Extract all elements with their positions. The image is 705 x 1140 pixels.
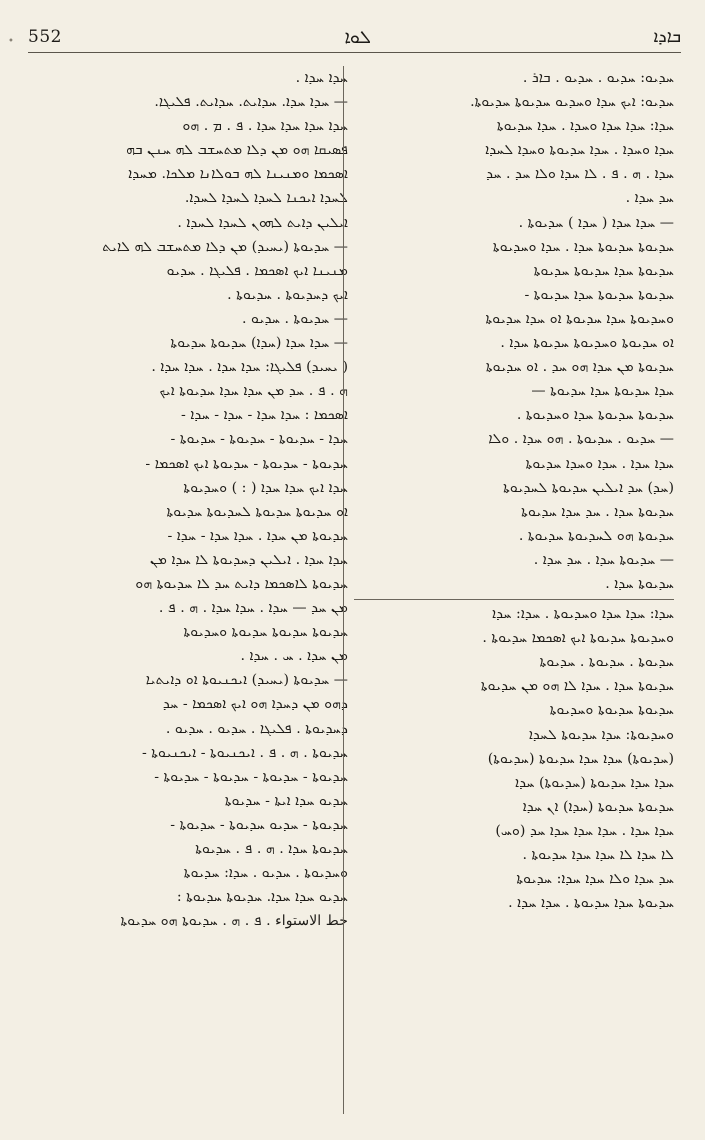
text-line: ܚܕܐ ܚܕܐ ܚܕܐ ܚܕܐ . ܦ . ܡ . ܗܘ (182, 118, 348, 135)
text-line: ܚܕܝܘܬܐ - ܚܕܝܘ ܚܕܝܘܬܐ - ܚܕܝܘܬܐ - (170, 816, 348, 833)
text-line: ( ܝܚܝܕ) ܦܠܝܓܐ: ܚܕܐ ܚܕܐ . ܚܕܐ ܚܕܐ . (151, 359, 348, 376)
text-line: — ܚܕܐ ܚܕܐ (ܚܕܐ) ܚܕܝܘܬܐ ܚܕܝܘܬܐ (170, 335, 348, 352)
text-line: ܚܕܐ ܐܝܟ ܚܕܐ ܚܕܐ ( : ) ܘܚܕܝܘܬܐ (183, 479, 348, 496)
text-line: ܚܕܝܘܬܐ ܗܘ ܠܚܕܝܘܬܐ ܚܕܝܘܬܐ . (518, 527, 674, 544)
page-number: 552 (28, 27, 62, 47)
text-line: ܘܚܕܝܘܬܐ ܚܕܐ ܚܕܝܘܬܐ ܐܘ ܚܕܐ ܚܕܝܘܬܐ (485, 310, 674, 327)
text-line: ܘܚܕܝܘܬܐ . ܚܕܝܘ . ܚܕܐ: ܚܕܝܘܬܐ (183, 865, 348, 882)
text-line: ܚܕܐ: ܚܕܐ ܚܕܐ ܘܚܕܝܘܬܐ . ܚܕܐ: ܚܕܐ (492, 606, 674, 623)
text-line: ܚܕܝܘܬܐ ܚܕܝܘܬܐ ܚܕܝܘܬܐ ܘܚܕܝܘܬܐ (183, 624, 348, 641)
text-line: ܡܢ ܚܕܐ . ܚ . ܚܕܐ . (240, 648, 348, 665)
text-line: ܡܢ ܚܕ — ܚܕܐ . ܚܕܐ ܚܕܐ . ܗ . ܦ . (158, 600, 348, 617)
text-line: ܚܕܝܘܬܐ . ܚܕܝܘܬܐ . ܚܕܝܘܬܐ (539, 654, 674, 671)
text-line: — ܚܕܝܘ . ܚܕܝܘܬܐ . ܗܘ ܚܕܐ . ܘܠܐ (488, 431, 674, 448)
text-line: ܚܕܐ ܚܕܐ . ܐܝܠܝܢ ܕܚܕܝܘܬܐ ܠܐ ܚܕܐ ܡܢ (150, 551, 348, 568)
header-center-word: ܠܘܐ (344, 26, 372, 48)
text-line: ܚܕܐ ܚܕܐ . (295, 70, 348, 86)
text-line: ܚܕܐ - ܚܕܝܘܬܐ - ܚܕܝܘܬܐ - ܚܕܝܘܬܐ - (170, 431, 348, 448)
text-line: ܐܝܠܝܢ ܕܐܝܬ ܠܗܘܢ ܠܚܕܐ ܠܚܕܐ . (177, 214, 348, 231)
text-line: ܐܝܟ ܕܚܕܝܘܬܐ . ܚܕܝܘܬܐ . (227, 286, 348, 303)
running-head: ܒܐܕܐ (653, 27, 681, 47)
text-line: ܚܕܝܘܬܐ ܚܕܝܘܬܐ ܘܚܕܝܘܬܐ (549, 702, 674, 719)
text-line: ܚܕܝܘܬܐ ܚܕܝܘܬܐ ܚܕܐ ܚܕܝܘܬܐ - (524, 286, 674, 303)
page-header (28, 22, 681, 53)
text-line: ܚܕܐ: ܚܕܐ ܚܕܐ ܘܚܕܐ . ܚܕܐ ܚܕܝܘܬܐ (496, 118, 674, 135)
text-line: ܚܕܝܘܬܐ - ܚܕܝܘܬܐ - ܚܕܝܘܬܐ - ܚܕܝܘܬܐ - (154, 768, 348, 785)
text-line: ܡܢܝܢܐ ܐܝܟ ܐܣܟܡܐ . ܦܠܝܓܐ . ܚܕܝܘ (166, 262, 348, 279)
text-line: ܚܕܝܘܬܐ ܚܕܐ ܚܕܝܘܬܐ ܚܕܝܘܬܐ (533, 262, 674, 279)
text-line: ܚܕܝܘ: ܐܝܟ ܚܕܐ ܘܚܕܝܘ ܚܕܝܘܬܐ ܚܕܝܘܬܐ. (470, 94, 674, 111)
text-line: ܚܕܝܘܬܐ ܚܕܝܘܬܐ ܚܕܐ . ܚܕܐ ܘܚܕܝܘܬܐ (492, 238, 674, 255)
text-line: (ܚܕ) ܚܕ ܐܝܠܝܢ ܚܕܝܘܬܐ ܠܚܕܝܘܬܐ (503, 479, 674, 496)
text-line: — ܚܕܝܘܬܐ ܚܕܐ . ܚܕ ܚܕܐ . (533, 551, 674, 568)
text-line: ܚܕܝܘܬܐ ܚܕܐ . ܚܕ ܚܕܐ ܚܕܝܘܬܐ (521, 503, 674, 520)
text-line: خط الاستواء . ܦ . ܗ . ܚܕܝܘܬܐ ܗܘ ܚܕܝܘܬܐ (120, 913, 348, 930)
text-line: ܚܕܝܘܬܐ ܠܐܣܟܡܐ ܕܐܝܬ ܚܕ ܠܐ ܚܕܝܘܬܐ ܗܘ (135, 575, 348, 592)
text-line: ܕܚܕܝܘܬܐ . ܦܠܝܓܐ . ܚܕܝܘ . ܚܕܝܘ . (165, 720, 348, 737)
text-line: — ܚܕܐ ܚܕܐ ( ܚܕܐ ) ܚܕܝܘܬܐ . (518, 214, 674, 231)
margin-mark: • (8, 36, 14, 47)
text-line: ܚܕ ܚܕܐ ܘܠܐ ܚܕܐ ܚܕܐ: ܚܕܝܘܬܐ (516, 871, 674, 888)
text-line: ܚܕܝܘܬܐ ܚܕܐ ܚܕܝܘܬܐ . ܚܕܐ ܚܕܐ . (508, 895, 674, 912)
text-line: ܚܕܐ . ܗ . ܦ . ܠܐ ܚܕܐ ܘܠܐ ܚܕ . ܚܕ (486, 166, 674, 183)
text-line: ܕܗܘ ܡܢ ܕܚܕܐ ܗܘ ܐܝܟ ܐܣܟܡܐ - ܚܕ (162, 696, 348, 713)
text-line: ܘܚܕܝܘܬܐ: ܚܕܐ ܚܕܝܘܬܐ ܠܚܕܐ (528, 726, 674, 743)
text-line: ܠܚܕܐ ܐܝܟܢܐ ܠܚܕܐ ܠܚܕܐ ܠܚܕܐ. (184, 190, 348, 207)
text-line: ܚܕܝܘܬܐ ܚܕܐ . ܚܕܐ ܠܐ ܗܘ ܡܢ ܚܕܝܘܬܐ (480, 678, 674, 695)
text-line: (ܚܕܝܘܬܐ) ܚܕܐ ܚܕܐ ܚܕܝܘܬܐ (ܚܕܝܘܬܐ) (487, 750, 674, 767)
text-line: ܚܕܝܘ ܚܕܐ ܚܕܐ. ܚܕܝܘܬܐ ܚܕܝܘܬܐ : (176, 889, 348, 906)
text-line: ܚܕܝܘܬܐ . ܗ . ܦ . ܐܝܟܢܝܘܬܐ - ܐܝܟܢܝܘܬܐ - (141, 744, 348, 761)
column-divider (343, 66, 344, 1114)
entry-separator (354, 599, 674, 600)
text-line: ܚܕܝܘܬܐ ܚܕܝܘܬܐ ܚܕܐ ܘܚܕܝܘܬܐ . (516, 407, 674, 424)
text-line: ܐܣܟܡܐ : ܚܕܐ ܚܕܐ - ܚܕܐ - ܚܕܐ - (181, 407, 348, 424)
text-line: — ܚܕܝܘܬܐ . ܚܕܝܘ . (242, 310, 348, 327)
text-line: ܚܕܐ ܘܚܕܐ . ܚܕܐ ܚܕܝܘܬܐ ܘܚܕܐ ܠܚܕܐ (485, 142, 674, 159)
text-line: ܦܣܝܩܐ ܗܘ ܡܢ ܕܠܐ ܡܬܚܫܒ ܠܗ ܚܢܢ ܒܗ (126, 142, 348, 159)
text-line: ܚܕܝܘܬܐ ܡܢ ܚܕܐ . ܚܕܐ ܚܕܐ - ܚܕܐ - (167, 527, 348, 544)
text-line: ܚܕܝܘܬܐ ܚܕܐ . ܗ . ܦ . ܚܕܝܘܬܐ (195, 841, 348, 857)
text-line: ܚܕܝܘ ܚܕܐ ܐܝܬܐ - ܚܕܝܘܬܐ (224, 792, 348, 809)
text-line: ܐܣܟܡܐ ܘܡܢܝܢܐ ܠܗ ܒܘܠܐܢܐ ܡܠܟܐ. ܡܚܕܐ (128, 166, 348, 183)
text-line: ܚܕܝܘܬܐ ܚܕܐ . (605, 575, 674, 592)
text-line: ܗ . ܦ . ܚܕ ܡܢ ܚܕܐ ܚܕܐ ܚܕܝܘܬܐ ܐܝܟ (159, 383, 348, 400)
text-line: — ܚܕܝܘܬܐ (ܝܚܝܕ) ܐܝܟܢܝܘܬܐ ܐܘ ܕܐܝܬܝܐ (145, 672, 348, 689)
text-line: ܚܕ ܚܕܐ . (625, 190, 674, 207)
text-line: — ܚܕܐ ܚܕܐ. ܚܕܐܝܬ. ܚܕܐܝܬ. ܦܠܝܓܐ. (154, 94, 348, 111)
text-line: ܚܕܝܘ: ܚܕܝܘ . ܚܕܝܘ . ܒܐܪ . (522, 70, 674, 86)
text-line: ܚܕܐ ܚܕܐ . ܚܕܐ ܚܕܐ ܚܕܐ ܚܕ (ܘܚ) (495, 822, 674, 839)
text-line: ܚܕܝܘܬܐ - ܚܕܝܘܬܐ - ܚܕܝܘܬܐ ܐܝܟ ܐܣܟܡܐ - (145, 455, 348, 472)
text-line: ܚܕܝܘܬܐ ܡܢ ܚܕܐ ܗܘ ܚܕ . ܐܘ ܚܕܝܘܬܐ (485, 359, 674, 376)
text-line: ܐܘ ܚܕܝܘܬܐ ܚܕܝܘܬܐ ܠܚܕܝܘܬܐ ܚܕܝܘܬܐ (166, 503, 348, 520)
text-line: ܠܐ ܚܕܐ ܠܐ ܚܕܐ ܚܕܐ ܚܕܝܘܬܐ . (522, 847, 674, 863)
text-line: ܚܕܝܘܬܐ ܚܕܝܘܬܐ (ܚܕܐ) ܐܢ ܚܕܐ (522, 798, 674, 815)
text-line: ܚܕܐ ܚܕܐ . ܚܕܐ ܘܚܕܐ ܚܕܝܘܬܐ (525, 455, 674, 472)
left-column (28, 66, 348, 1114)
text-line: ܚܕܐ ܚܕܐ ܚܕܝܘܬܐ (ܚܕܝܘܬܐ) ܚܕܐ (515, 774, 674, 791)
right-column (354, 66, 674, 1114)
text-line: ܚܕܐ ܚܕܝܘܬܐ ܚܕܐ ܚܕܝܘܬܐ — (531, 383, 674, 400)
text-line: — ܚܕܝܘܬܐ (ܝܚܝܕ) ܡܢ ܕܠܐ ܡܬܚܫܒ ܠܗ ܠܐܝܬ (102, 238, 348, 255)
text-line: ܐܘ ܚܕܝܘܬܐ ܘܚܕܝܘܬܐ ܚܕܝܘܬܐ ܚܕܐ . (500, 335, 674, 352)
text-line: ܘܚܕܝܘܬܐ ܚܕܝܘܬܐ ܐܝܟ ܐܣܟܡܐ ܚܕܝܘܬܐ . (482, 630, 674, 647)
